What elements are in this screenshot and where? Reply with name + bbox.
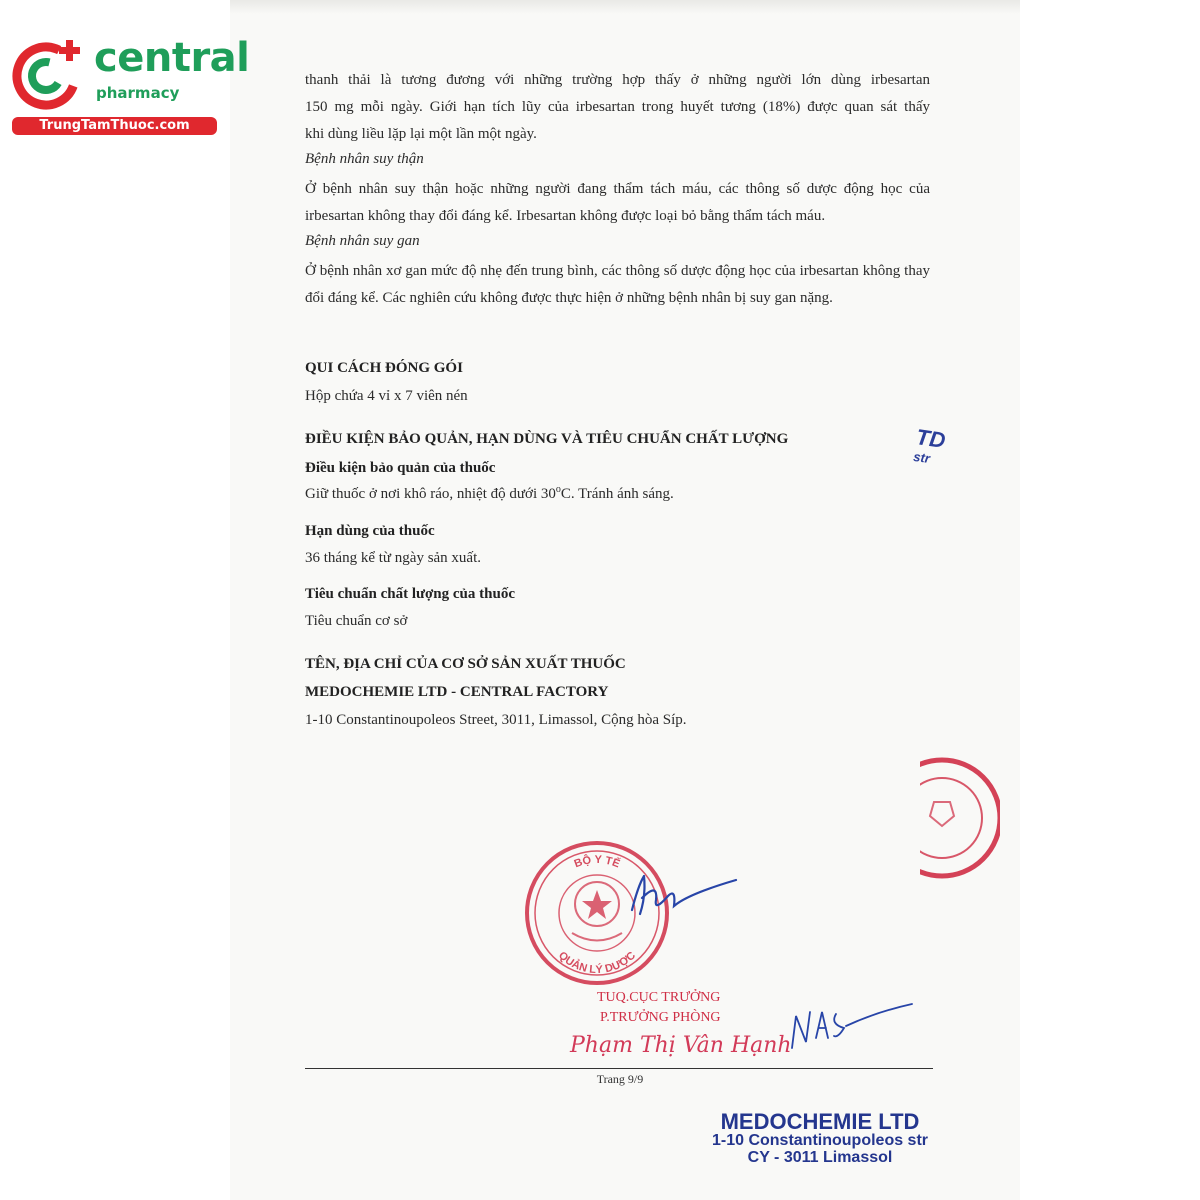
storage-condition-text-b: C. Tránh ánh sáng. [560, 486, 674, 502]
pk-paragraph-line-1: thanh thải là tương đương với những trường hợp thấy ở những người lớn dùng irbesartan [305, 72, 930, 88]
handwritten-signature [628, 866, 743, 921]
degree-superscript: o [555, 484, 561, 495]
packaging-text: Hộp chứa 4 vỉ x 7 viên nén [305, 388, 468, 404]
footer-rule [305, 1068, 933, 1069]
logo-website: TrungTamThuoc.com [12, 117, 217, 135]
seal-ring-bottom-text: QUẢN LÝ DƯỢC [556, 949, 638, 977]
packaging-heading: QUI CÁCH ĐÓNG GÓI [305, 360, 463, 376]
signatory-title-1: TUQ.CỤC TRƯỞNG [597, 990, 721, 1005]
manufacturer-address: 1-10 Constantinoupoleos Street, 3011, Limassol, Cộng hòa Síp. [305, 712, 687, 728]
signatory-name: Phạm Thị Vân Hạnh [570, 1033, 792, 1058]
central-logo-icon [12, 36, 88, 112]
expiry-text: 36 tháng kể từ ngày sản xuất. [305, 550, 482, 566]
expiry-heading: Hạn dùng của thuốc [305, 523, 435, 539]
page-top-edge [230, 0, 1020, 14]
signatory-title-2: P.TRƯỞNG PHÒNG [600, 1010, 721, 1025]
logo-brand-name: central [94, 35, 250, 81]
central-pharmacy-logo[interactable] [8, 35, 250, 141]
company-stamp-street: 1-10 Constantinoupoleos str [711, 1132, 929, 1150]
storage-condition-text-a: Giữ thuốc ở nơi khô ráo, nhiệt độ dưới 30 [305, 486, 556, 502]
pk-paragraph [305, 67, 930, 148]
hepatic-heading: Bệnh nhân suy gan [305, 233, 420, 249]
manufacturer-name: MEDOCHEMIE LTD - CENTRAL FACTORY [305, 684, 609, 700]
initials-signature [786, 998, 916, 1053]
pk-paragraph-line-2: 150 mg mỗi ngày. Giới hạn tích lũy của irbesartan trong huyết tương (18%) được quan sát thấy [305, 99, 930, 115]
renal-paragraph: Ở bệnh nhân suy thận hoặc những người đang thẩm tách máu, các thông số dược động học của irbesartan không thay đổi đáng kể. Irbesartan không được loại bỏ bằng thẩm tách máu. [305, 181, 930, 224]
seal-ring-top-text: BỘ Y TẾ [572, 853, 622, 871]
company-stamp-name: MEDOCHEMIE LTD [720, 1109, 920, 1134]
quality-heading: Tiêu chuẩn chất lượng của thuốc [305, 586, 515, 602]
partial-red-stamp [920, 752, 1000, 892]
company-stamp-city: CY - 3011 Limassol [747, 1148, 893, 1166]
pk-paragraph-line-3: khi dùng liều lặp lại một lần một ngày. [305, 126, 537, 142]
logo-subtitle: pharmacy [96, 84, 180, 102]
td-stamp-line-2: str [912, 448, 931, 467]
manufacturer-heading: TÊN, ĐỊA CHỈ CỦA CƠ SỞ SẢN XUẤT THUỐC [305, 656, 626, 672]
hepatic-paragraph: Ở bệnh nhân xơ gan mức độ nhẹ đến trung bình, các thông số dược động học của irbesartan không thay đổi đáng kể. Các nghiên cứu không được thực hiện ở những bệnh nhân bị suy gan nặng. [305, 263, 930, 306]
company-stamp [700, 1110, 940, 1167]
renal-heading: Bệnh nhân suy thận [305, 151, 424, 167]
td-stamp-line-1: TD [914, 424, 948, 453]
storage-heading: ĐIỀU KIỆN BẢO QUẢN, HẠN DÙNG VÀ TIÊU CHUẨN CHẤT LƯỢNG [305, 431, 789, 447]
td-stamp [913, 426, 947, 467]
storage-condition-heading: Điều kiện bảo quản của thuốc [305, 460, 496, 476]
page-number: Trang 9/9 [596, 1072, 644, 1086]
quality-text: Tiêu chuẩn cơ sở [305, 613, 408, 629]
storage-condition-text [305, 486, 674, 503]
